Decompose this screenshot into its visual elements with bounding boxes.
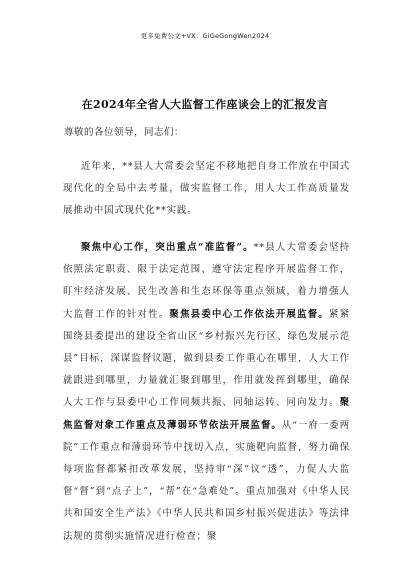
section-1-text-c: 从“一府一委两院”工作重点和薄弱环节中找切入点，实施靶向监督，努力确保每项监督都紧扣改革发展，坚持审“深”议“透”，力促人大监督“督”到“点子上”，“帮”在“急难处”。重点加强对《中华人民共和国安全生产法》《中华人民共和国乡村振兴促进法》等法律法规的贯彻实施情况进行检查；聚 <box>63 419 351 542</box>
document-title: 在2024年全省人大监督工作座谈会上的汇报发言 <box>81 98 329 111</box>
section-1-subheading-2: 聚焦监督对象工作重点及薄弱环节依法开展监督。 <box>63 397 350 431</box>
section-1-text-a: **县人大常委会坚持依照法定职责、限于法定范围、遵守法定程序开展监督工作，盯牢经济发展、民生改善和生态环保等重点领域，着力增强人大监督工作的针对性。 <box>63 242 350 320</box>
section-1-paragraph <box>63 237 350 548</box>
salutation: 尊敬的各位领导，同志们： <box>64 127 185 138</box>
section-1-text-b: 紧紧围绕县委提出的建设全省山区“乡村振兴先行区、绿色发展示范县”目标，深谋监督议题，做到县委工作重心在哪里，人大工作就跟进到哪里，力量就汇聚到哪里，作用就发挥到哪里，确保人大工作与县委中心工作同频共振、同轴运转、同向发力。 <box>63 308 350 409</box>
section-1-subheading-1: 聚焦县委中心工作依法开展监督。 <box>169 308 330 320</box>
intro-paragraph: 近年来，**县人大常委会坚定不移地把自身工作放在中国式现代化的全局中去考量，做实监督工作，用人大工作高质量发展推动中国式现代化**实践。 <box>63 161 350 217</box>
promo-banner: 更多免费公文+VX：GiGeGongWen2024 <box>140 32 270 40</box>
section-1-heading: 聚焦中心工作，突出重点“准监督”。 <box>81 242 254 253</box>
